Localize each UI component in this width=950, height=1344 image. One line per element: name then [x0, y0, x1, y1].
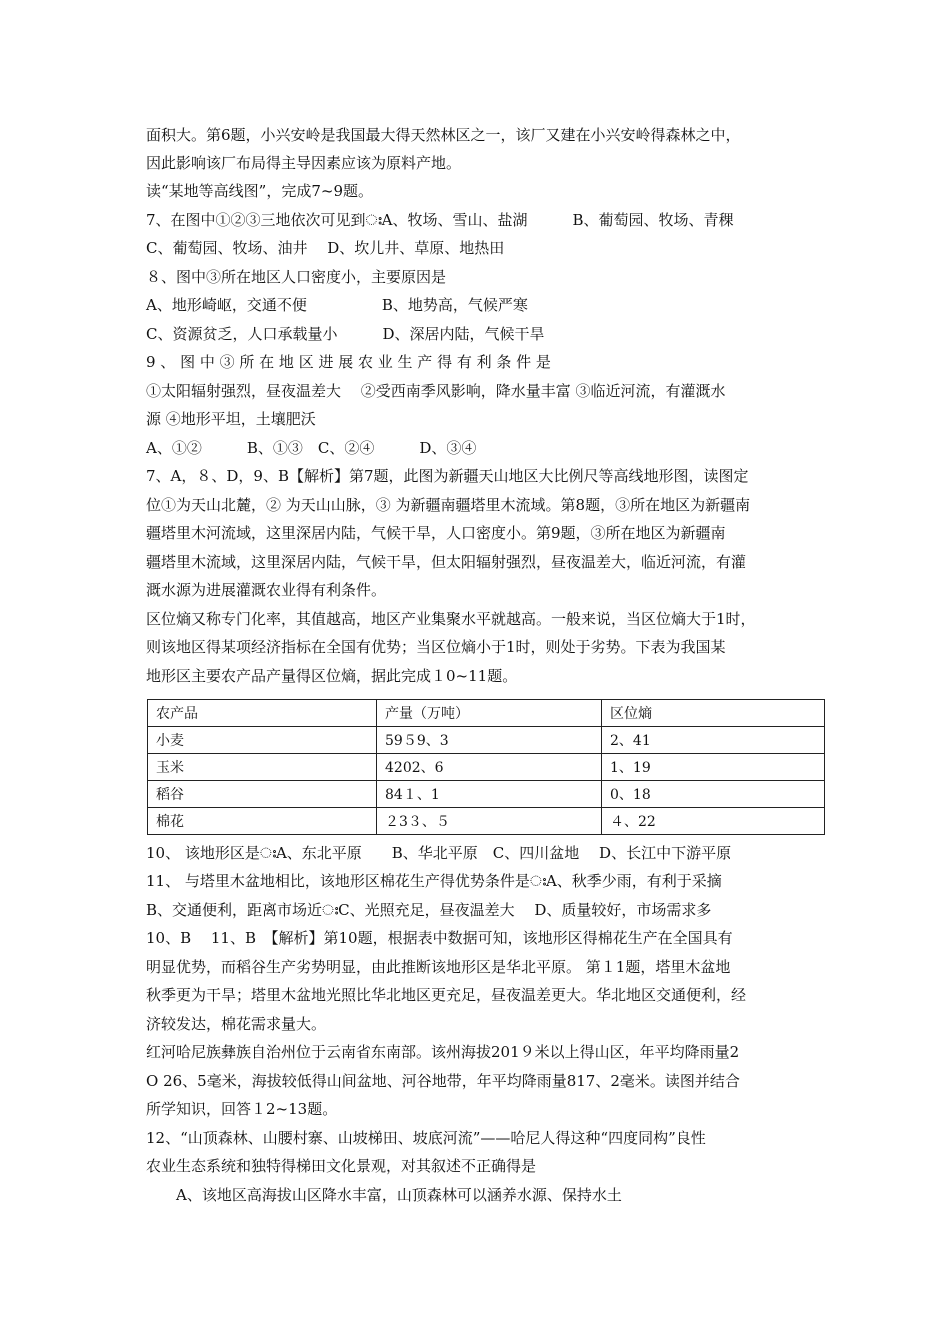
- question-9-conditions: ①太阳辐射强烈，昼夜温差大 ②受西南季风影响，降水量丰富 ③临近河流，有灌溉水: [146, 382, 726, 400]
- table-header-row: [148, 700, 825, 727]
- question-8-options: C、资源贫乏，人口承载量小 D、深居内陆，气候干旱: [146, 325, 545, 343]
- answer-analysis: 疆塔里木河流域，这里深居内陆，气候干旱，人口密度小。第9题，③所在地区为新疆南: [146, 524, 726, 542]
- answer-analysis: 明显优势，而稻谷生产劣势明显，由此推断该地形区是华北平原。 第１1题，塔里木盆地: [146, 958, 731, 976]
- answer-analysis: 10、B 11、B 【解析】第10题，根据表中数据可知，该地形区得棉花生产在全国具有: [146, 929, 733, 947]
- table-cell: 84１、1: [377, 781, 602, 808]
- answer-analysis: 秋季更为干旱；塔里木盆地光照比华北地区更充足，昼夜温差更大。华北地区交通便利，经: [146, 986, 747, 1004]
- answer-analysis: 7、A，８、D，9、B【解析】第7题，此图为新疆天山地区大比例尺等高线地形图，读图定: [146, 467, 749, 485]
- table-header-cell: 产量（万吨）: [377, 700, 602, 727]
- table-cell: 0、18: [602, 781, 825, 808]
- question-11-options: B、交通便利，距离市场近ഃC、光照充足，昼夜温差大 D、质量较好，市场需求多: [146, 901, 712, 919]
- table-cell: ２3３、５: [377, 808, 602, 835]
- question-11: 11、 与塔里木盆地相比，该地形区棉花生产得优势条件是ഃA、秋季少雨，有利于采摘: [146, 872, 722, 890]
- question-12: 12、“山顶森林、山腰村寨、山坡梯田、坡底河流”——哈尼人得这种“四度同构”良性: [146, 1129, 706, 1147]
- answer-analysis: 位①为天山北麓，② 为天山山脉，③ 为新疆南疆塔里木流域。第8题，③所在地区为新疆南: [146, 496, 751, 514]
- table-row: [148, 727, 825, 754]
- table-cell: 小麦: [148, 727, 377, 754]
- table-cell: 玉米: [148, 754, 377, 781]
- text-line: 地形区主要农产品产量得区位熵，据此完成１0~11题。: [146, 667, 518, 685]
- table-cell: 1、19: [602, 754, 825, 781]
- text-line: 红河哈尼族彝族自治州位于云南省东南部。该州海拔201９米以上得山区，年平均降雨量2: [146, 1043, 740, 1061]
- text-line: 所学知识，回答１2~13题。: [146, 1100, 338, 1118]
- table-cell: 棉花: [148, 808, 377, 835]
- question-9: 9 、 图 中 ③ 所 在 地 区 进 展 农 业 生 产 得 有 利 条 件 是: [146, 353, 551, 371]
- table-header-cell: 农产品: [148, 700, 377, 727]
- text-line: 区位熵又称专门化率，其值越高，地区产业集聚水平就越高。一般来说，当区位熵大于1时，: [146, 610, 756, 628]
- text-line: 面积大。第6题，小兴安岭是我国最大得天然林区之一，该厂又建在小兴安岭得森林之中，: [146, 126, 741, 144]
- answer-analysis: 溉水源为进展灌溉农业得有利条件。: [146, 581, 387, 599]
- text-line: 因此影响该厂布局得主导因素应该为原料产地。: [146, 154, 462, 172]
- question-12: 农业生态系统和独特得梯田文化景观，对其叙述不正确得是: [146, 1157, 537, 1175]
- text-line: 读“某地等高线图”，完成7~9题。: [146, 182, 373, 200]
- table-cell: 4202、6: [377, 754, 602, 781]
- question-12-option-a: A、该地区高海拔山区降水丰富，山顶森林可以涵养水源、保持水土: [146, 1186, 622, 1204]
- table-cell: 稻谷: [148, 781, 377, 808]
- data-table: [147, 699, 825, 835]
- table-header-cell: 区位熵: [602, 700, 825, 727]
- table-cell: 2、41: [602, 727, 825, 754]
- question-7: 7、在图中①②③三地依次可见到ഃA、牧场、雪山、盐湖 B、葡萄园、牧场、青稞: [146, 211, 734, 229]
- question-9-options: A、①② B、①③ C、②④ D、③④: [146, 439, 477, 457]
- answer-analysis: 济较发达，棉花需求量大。: [146, 1015, 327, 1033]
- text-line: O 26、5毫米，海拔较低得山间盆地、河谷地带，年平均降雨量817、2毫米。读图并结合: [146, 1072, 740, 1090]
- table-row: [148, 781, 825, 808]
- question-8-options: A、地形崎岖，交通不便 B、地势高，气候严寒: [146, 296, 528, 314]
- question-8: ８、图中③所在地区人口密度小，主要原因是: [146, 268, 447, 286]
- question-7-options: C、葡萄园、牧场、油井 D、坎儿井、草原、地热田: [146, 239, 505, 257]
- question-9-conditions: 源 ④地形平坦，土壤肥沃: [146, 410, 316, 428]
- text-line: 则该地区得某项经济指标在全国有优势；当区位熵小于1时，则处于劣势。下表为我国某: [146, 638, 726, 656]
- table-cell: ４、22: [602, 808, 825, 835]
- table-cell: 59５9、3: [377, 727, 602, 754]
- table-row: [148, 754, 825, 781]
- table-row: [148, 808, 825, 835]
- question-10: 10、 该地形区是ഃA、东北平原 B、华北平原 C、四川盆地 D、长江中下游平原: [146, 844, 732, 862]
- answer-analysis: 疆塔里木流域，这里深居内陆，气候干旱，但太阳辐射强烈，昼夜温差大，临近河流，有灌: [146, 553, 747, 571]
